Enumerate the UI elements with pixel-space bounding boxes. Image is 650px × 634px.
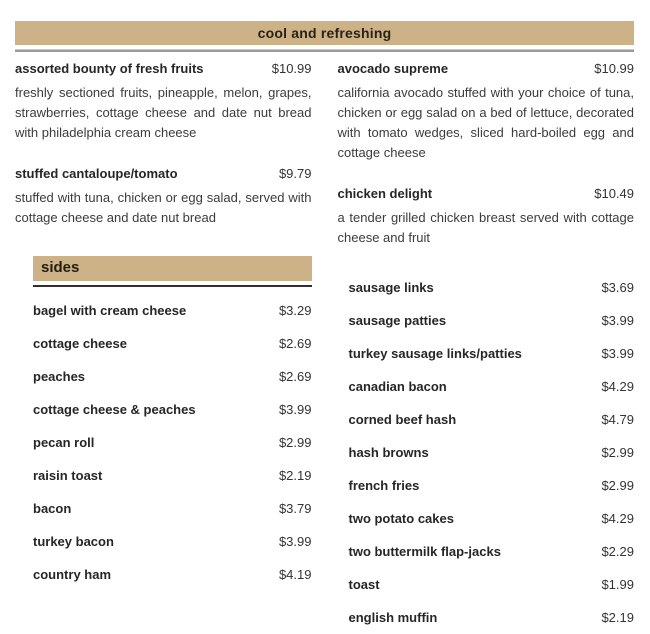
menu-item-name: raisin toast <box>33 468 103 483</box>
section-banner-title: cool and refreshing <box>257 25 392 41</box>
menu-item-price: $3.99 <box>278 534 312 549</box>
menu-item-price: $4.29 <box>601 511 634 526</box>
menu-item-english-muffin <box>349 601 635 634</box>
menu-item-turkey-bacon <box>33 525 312 558</box>
menu-item-header <box>338 186 635 201</box>
menu-item-cottage-cheese-peaches <box>33 393 312 426</box>
menu-item-name: french fries <box>348 478 420 493</box>
menu-item-stuffed-cantaloupe <box>15 166 312 228</box>
menu-item-description: freshly sectioned fruits, pineapple, melon, grapes, strawberries, cottage cheese and date nut bread with philadelphia cream cheese <box>15 85 312 140</box>
menu-item-price: $10.49 <box>594 186 634 201</box>
menu-item-french-fries <box>349 469 635 502</box>
menu-item-price: $3.29 <box>278 303 312 318</box>
menu-item-price: $10.99 <box>594 61 634 76</box>
menu-item-sausage-patties <box>349 304 635 337</box>
menu-item-header <box>15 166 312 181</box>
menu-item-toast <box>349 568 635 601</box>
menu-item-peaches <box>33 360 312 393</box>
menu-item-name: turkey bacon <box>33 534 114 549</box>
menu-item-name: hash browns <box>348 445 429 460</box>
menu-item-price: $2.29 <box>601 544 634 559</box>
menu-item-name: two potato cakes <box>348 511 454 526</box>
section-banner <box>15 21 634 45</box>
menu-item-chicken-delight <box>338 186 635 248</box>
menu-item-header <box>338 61 635 76</box>
menu-item-price: $3.69 <box>601 280 634 295</box>
menu-item-name: cottage cheese & peaches <box>33 402 196 417</box>
right-item-list <box>338 271 635 634</box>
menu-item-price: $2.99 <box>601 478 634 493</box>
menu-columns <box>0 52 650 634</box>
menu-item-name: peaches <box>33 369 86 384</box>
menu-item-name: avocado supreme <box>337 61 449 76</box>
menu-item-turkey-sausage <box>349 337 635 370</box>
menu-item-pecan-roll <box>33 426 312 459</box>
menu-item-description: california avocado stuffed with your choice of tuna, chicken or egg salad on a bed of lettuce, decorated with tomato wedges, sliced hard-boiled egg and cottage cheese <box>337 85 634 160</box>
menu-item-name: country ham <box>33 567 112 582</box>
menu-item-name: bacon <box>33 501 72 516</box>
menu-item-price: $9.79 <box>278 166 312 181</box>
menu-item-name: bagel with cream cheese <box>33 303 187 318</box>
menu-item-price: $3.99 <box>601 313 634 328</box>
menu-item-corned-beef-hash <box>349 403 635 436</box>
menu-item-two-potato-cakes <box>349 502 635 535</box>
menu-item-name: cottage cheese <box>33 336 127 351</box>
menu-item-bagel <box>33 294 312 327</box>
menu-item-name: turkey sausage links/patties <box>348 346 522 361</box>
menu-item-bacon <box>33 492 312 525</box>
menu-item-description: stuffed with tuna, chicken or egg salad, served with cottage cheese and date nut bread <box>15 190 312 225</box>
menu-item-price: $2.69 <box>278 369 312 384</box>
menu-item-name: pecan roll <box>33 435 95 450</box>
menu-item-description: a tender grilled chicken breast served with cottage cheese and fruit <box>337 210 634 245</box>
menu-item-name: sausage links <box>348 280 434 295</box>
menu-item-price: $2.19 <box>278 468 312 483</box>
menu-item-name: corned beef hash <box>348 412 457 427</box>
menu-item-price: $10.99 <box>271 61 312 76</box>
menu-item-price: $3.99 <box>278 402 312 417</box>
right-column <box>338 61 635 634</box>
menu-item-price: $3.79 <box>278 501 312 516</box>
menu-item-price: $2.99 <box>601 445 634 460</box>
menu-item-price: $3.99 <box>601 346 634 361</box>
sides-section-underline <box>33 285 312 287</box>
menu-item-name: sausage patties <box>348 313 447 328</box>
menu-item-price: $2.69 <box>278 336 312 351</box>
menu-item-cottage-cheese <box>33 327 312 360</box>
left-column <box>15 61 312 634</box>
menu-item-price: $4.79 <box>601 412 634 427</box>
menu-item-hash-browns <box>349 436 635 469</box>
menu-item-assorted-bounty <box>15 61 312 143</box>
menu-page <box>0 21 650 634</box>
menu-item-name: stuffed cantaloupe/tomato <box>15 166 178 181</box>
menu-item-name: english muffin <box>348 610 438 625</box>
sides-section-title: sides <box>41 259 80 276</box>
menu-item-price: $4.29 <box>601 379 634 394</box>
menu-item-flap-jacks <box>349 535 635 568</box>
menu-item-name: toast <box>348 577 380 592</box>
menu-item-name: two buttermilk flap-jacks <box>348 544 501 559</box>
menu-item-price: $4.19 <box>278 567 312 582</box>
menu-item-avocado-supreme <box>338 61 635 163</box>
menu-item-price: $1.99 <box>601 577 634 592</box>
sides-item-list <box>15 294 312 591</box>
menu-item-sausage-links <box>349 271 635 304</box>
menu-item-name: canadian bacon <box>348 379 447 394</box>
menu-item-canadian-bacon <box>349 370 635 403</box>
menu-item-price: $2.19 <box>601 610 634 625</box>
menu-item-name: chicken delight <box>337 186 433 201</box>
menu-item-header <box>15 61 312 76</box>
menu-item-name: assorted bounty of fresh fruits <box>15 61 204 76</box>
menu-item-country-ham <box>33 558 312 591</box>
menu-item-price: $2.99 <box>278 435 312 450</box>
menu-item-raisin-toast <box>33 459 312 492</box>
sides-section-header <box>33 256 312 281</box>
